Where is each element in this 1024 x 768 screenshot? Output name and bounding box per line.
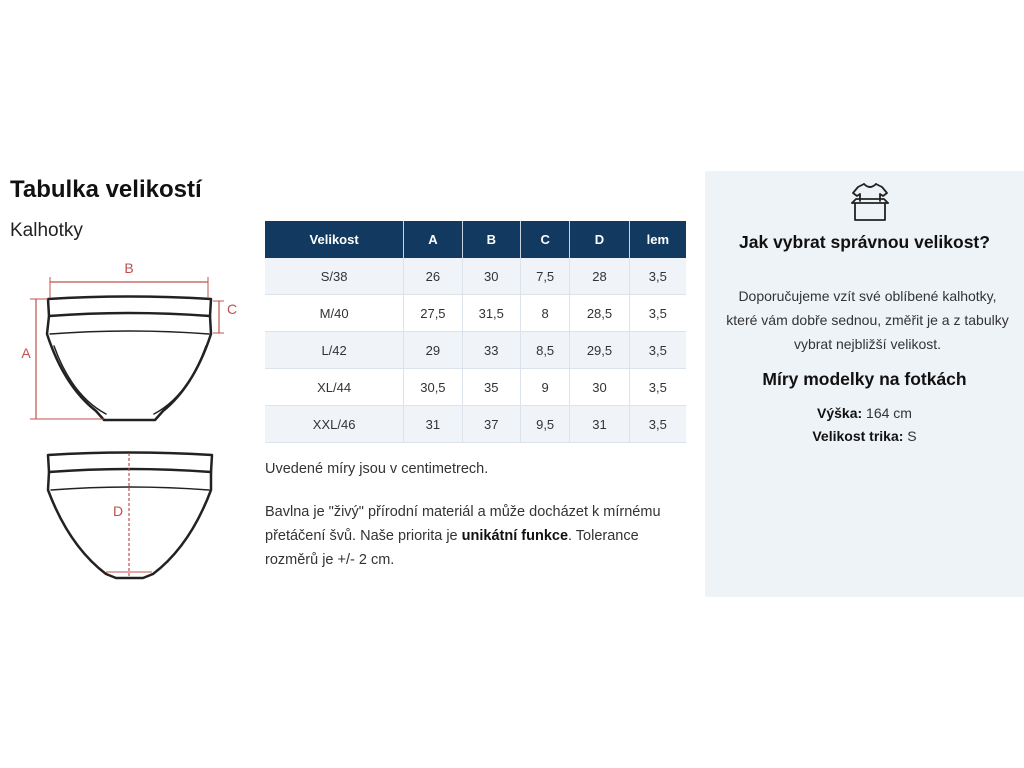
- cell-d: 31: [570, 406, 629, 443]
- cell-d: 28: [570, 258, 629, 295]
- cell-d: 29,5: [570, 332, 629, 369]
- label-c: C: [226, 301, 238, 317]
- tshirt-box-icon: [850, 181, 890, 223]
- column-header-b: B: [462, 221, 520, 258]
- units-note: Uvedené míry jsou v centimetrech.: [265, 461, 489, 477]
- size-help-panel: [705, 171, 1024, 597]
- cell-d: 30: [570, 369, 629, 406]
- cell-lem: 3,5: [629, 295, 686, 332]
- label-b: B: [124, 260, 134, 276]
- table-row: [265, 369, 686, 406]
- table-header-row: [265, 221, 686, 258]
- model-height: [715, 405, 1014, 421]
- cell-lem: 3,5: [629, 369, 686, 406]
- cell-size: M/40: [265, 295, 404, 332]
- cell-c: 9,5: [520, 406, 569, 443]
- model-shirt-size: [715, 428, 1014, 444]
- table-row: [265, 295, 686, 332]
- tolerance-note: [265, 500, 695, 572]
- column-header-c: C: [520, 221, 569, 258]
- model-height-value: 164 cm: [862, 405, 912, 421]
- cell-b: 35: [462, 369, 520, 406]
- cell-size: S/38: [265, 258, 404, 295]
- cell-a: 26: [404, 258, 462, 295]
- cell-c: 9: [520, 369, 569, 406]
- cell-a: 31: [404, 406, 462, 443]
- column-header-d: D: [570, 221, 629, 258]
- cell-c: 8: [520, 295, 569, 332]
- size-table: [265, 221, 686, 443]
- model-height-label: Výška:: [817, 405, 863, 421]
- table-row: [265, 332, 686, 369]
- cell-a: 30,5: [404, 369, 462, 406]
- cell-lem: 3,5: [629, 332, 686, 369]
- cell-c: 8,5: [520, 332, 569, 369]
- cell-c: 7,5: [520, 258, 569, 295]
- cell-b: 37: [462, 406, 520, 443]
- cell-size: L/42: [265, 332, 404, 369]
- column-header-size: Velikost: [265, 221, 404, 258]
- page-subtitle: Kalhotky: [10, 220, 83, 241]
- page-title: Tabulka velikostí: [10, 176, 202, 203]
- cell-b: 31,5: [462, 295, 520, 332]
- tolerance-note-text-end: . Tolerance rozměrů je +/- 2 cm.: [265, 528, 639, 568]
- label-a: A: [21, 345, 31, 361]
- back-view-drawing: [48, 453, 212, 579]
- cell-lem: 3,5: [629, 258, 686, 295]
- cell-b: 30: [462, 258, 520, 295]
- model-heading: Míry modelky na fotkách: [762, 369, 967, 389]
- front-view-drawing: [47, 297, 211, 421]
- cell-size: XXL/46: [265, 406, 404, 443]
- table-row: [265, 406, 686, 443]
- model-shirt-label: Velikost trika:: [812, 428, 904, 444]
- measure-lines: [30, 277, 224, 576]
- model-shirt-value: S: [903, 428, 917, 444]
- tolerance-note-emphasis: unikátní funkce: [461, 528, 569, 544]
- help-advice: Doporučujeme vzít své oblíbené kalhotky, které vám dobře sednou, změřit je a z tabulky vybrat nejbližší velikost.: [726, 288, 1009, 352]
- column-header-lem: lem: [629, 221, 686, 258]
- cell-lem: 3,5: [629, 406, 686, 443]
- cell-size: XL/44: [265, 369, 404, 406]
- column-header-a: A: [404, 221, 462, 258]
- cell-a: 27,5: [404, 295, 462, 332]
- cell-d: 28,5: [570, 295, 629, 332]
- label-d: D: [112, 503, 124, 519]
- size-diagram: [14, 256, 252, 586]
- tolerance-note-text: Bavlna je "živý" přírodní materiál a může docházet k mírnému přetáčení švů. Naše priorita je: [265, 504, 661, 544]
- cell-a: 29: [404, 332, 462, 369]
- table-row: [265, 258, 686, 295]
- help-heading: Jak vybrat správnou velikost?: [739, 232, 990, 252]
- cell-b: 33: [462, 332, 520, 369]
